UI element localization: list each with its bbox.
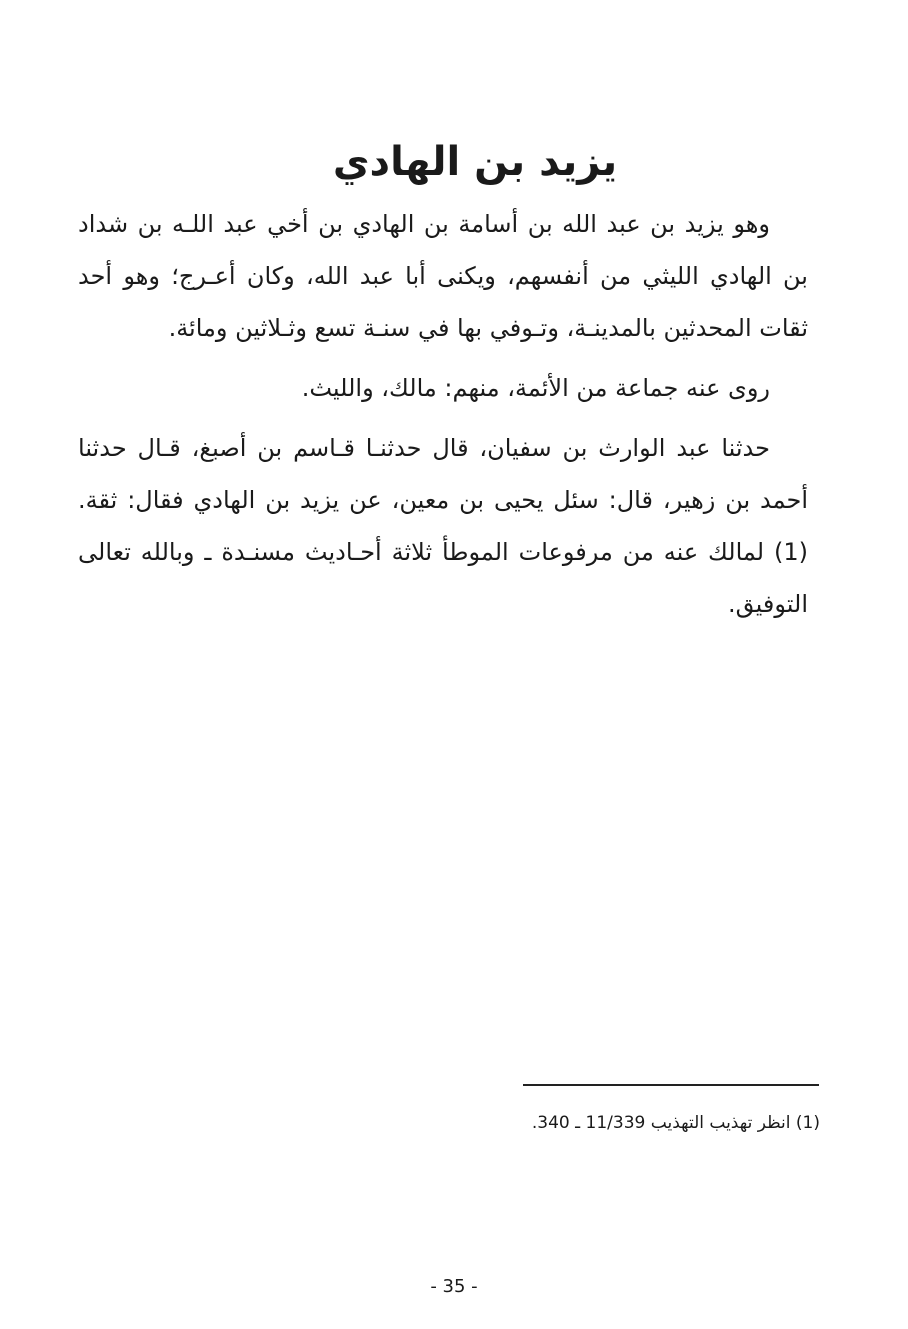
biography-body — [78, 198, 808, 630]
biography-heading: يزيد بن الهادي — [332, 139, 618, 185]
paragraph-lineage: وهو يزيد بن عبد الله بن أسامة بن الهادي بن أخي عبد اللـه بن شداد بن الهادي الليثي من أنفسهم، ويكنى أبا عبد الله، وكان أعـرج؛ وهو أحد ثقات المحدثين بالمدينـة، وتـوفي بها في سنـة تسع وثـلاثين ومائة. — [78, 210, 808, 342]
footnote-divider — [523, 1084, 819, 1086]
page-number: - 35 - — [430, 1276, 478, 1297]
paragraph-chain: حدثنا عبد الوارث بن سفيان، قال حدثنـا قـاسم بن أصبغ، قـال حدثنا أحمد بن زهير، قال: سئل يحيى بن معين، عن يزيد بن الهادي فقال: ثقة.(1) لمالك عنه من مرفوعات الموطأ ثلاثة أحـاديث مسنـدة ـ وبالله تعالى التوفيق. — [78, 434, 808, 618]
footnote-text: (1) انظر تهذيب التهذيب 11/339 ـ 340. — [531, 1113, 820, 1133]
paragraph-narrators: روى عنه جماعة من الأئمة، منهم: مالك، والليث. — [301, 374, 770, 402]
